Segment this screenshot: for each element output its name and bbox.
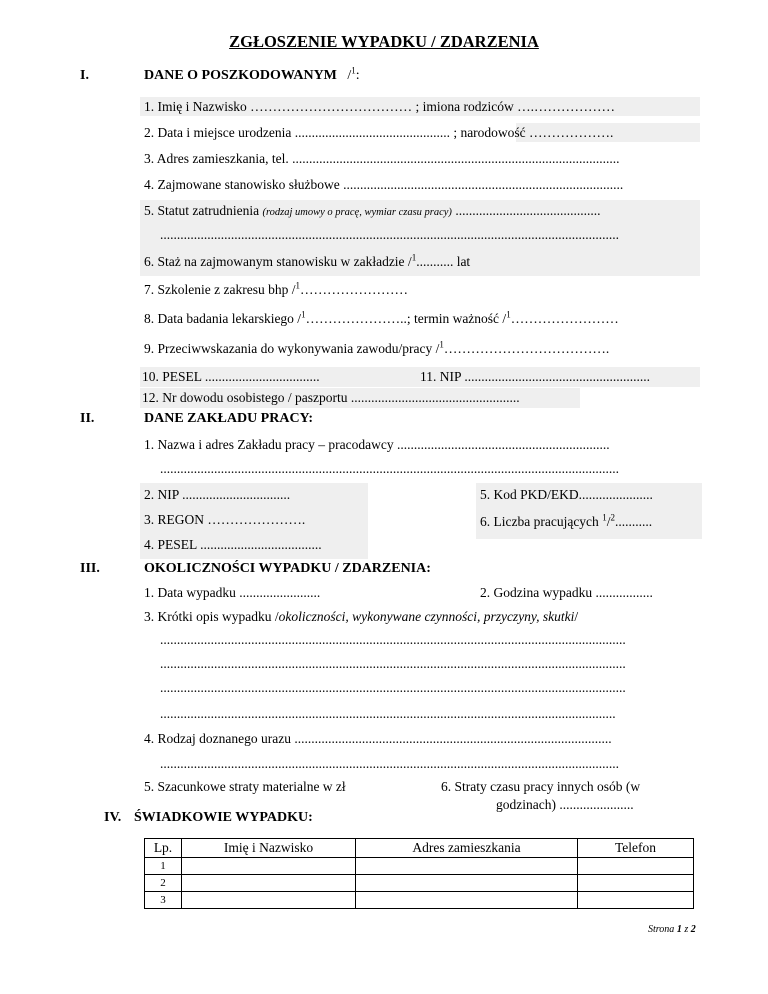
field-employees-footnote-2: 2 bbox=[610, 512, 615, 523]
field-seniority-footnote: 1 bbox=[411, 252, 417, 263]
field-employment-label: 5. Statut zatrudnienia bbox=[144, 203, 260, 218]
section-2-title: DANE ZAKŁADU PRACY: bbox=[144, 411, 314, 426]
field-company-pesel[interactable]: 4. PESEL .................................... bbox=[144, 537, 322, 552]
field-description-note: okoliczności, wykonywane czynności, przyczyny, skutki bbox=[278, 609, 575, 624]
field-company-nip[interactable]: 2. NIP ................................ bbox=[144, 487, 291, 502]
field-description-line-2[interactable]: .......................................................................................................................................... bbox=[160, 656, 626, 671]
field-address[interactable]: 3. Adres zamieszkania, tel. ................................................................................................. bbox=[144, 151, 620, 166]
field-employer-line[interactable]: ........................................................................................................................................ bbox=[160, 461, 619, 476]
field-employment-note: (rodzaj umowy o pracę, wymiar czasu pracy) bbox=[262, 207, 452, 218]
field-description-line-1[interactable]: .......................................................................................................................................... bbox=[160, 632, 626, 647]
header-phone: Telefon bbox=[578, 839, 694, 858]
footer-page: 1 bbox=[676, 924, 682, 935]
field-name[interactable]: 1. Imię i Nazwisko ……………………………… ; imiona rodziców ….……………… bbox=[144, 99, 615, 114]
field-employees-count[interactable] bbox=[480, 514, 652, 530]
section-1-heading bbox=[144, 65, 360, 84]
witnesses-table bbox=[144, 838, 694, 909]
table-row bbox=[145, 858, 694, 875]
field-time-losses[interactable]: 6. Straty czasu pracy innych osób (w bbox=[441, 779, 641, 794]
field-employment-status[interactable] bbox=[144, 203, 600, 219]
cell-address[interactable] bbox=[356, 892, 578, 909]
field-description-label: 3. Krótki opis wypadku / bbox=[144, 609, 279, 624]
field-injury-type[interactable]: 4. Rodzaj doznanego urazu .............................................................................................. bbox=[144, 731, 612, 746]
section-1-footnote: 1 bbox=[351, 65, 356, 76]
cell-lp: 2 bbox=[145, 875, 182, 892]
cell-lp: 3 bbox=[145, 892, 182, 909]
section-4-number: IV. bbox=[104, 810, 122, 825]
section-1-mark: / bbox=[347, 68, 352, 83]
cell-name[interactable] bbox=[182, 892, 356, 909]
field-seniority[interactable] bbox=[144, 254, 470, 270]
field-seniority-label: 6. Staż na zajmowanym stanowisku w zakładzie / bbox=[144, 254, 412, 269]
field-contraindications[interactable] bbox=[144, 341, 609, 357]
section-1-colon: : bbox=[355, 68, 360, 83]
table-row bbox=[145, 892, 694, 909]
cell-phone[interactable] bbox=[578, 892, 694, 909]
field-bhp-training[interactable] bbox=[144, 282, 408, 298]
cell-phone[interactable] bbox=[578, 858, 694, 875]
field-description-slash: / bbox=[574, 609, 579, 624]
field-employer-name[interactable]: 1. Nazwa i adres Zakładu pracy – pracodawcy ............................................................... bbox=[144, 437, 610, 452]
field-medical-exam[interactable] bbox=[144, 311, 619, 327]
table-row bbox=[145, 875, 694, 892]
witnesses-header-row bbox=[145, 839, 694, 858]
field-id-document[interactable]: 12. Nr dowodu osobistego / paszportu .................................................. bbox=[142, 390, 520, 405]
field-medical-label: 8. Data badania lekarskiego / bbox=[144, 311, 302, 326]
field-accident-time[interactable]: 2. Godzina wypadku ................. bbox=[480, 585, 653, 600]
field-birth[interactable]: 2. Data i miejsce urodzenia .............................................. ; narodowość ………………. bbox=[144, 125, 614, 140]
cell-name[interactable] bbox=[182, 858, 356, 875]
section-2-number: II. bbox=[80, 411, 95, 426]
field-accident-description[interactable] bbox=[144, 609, 578, 625]
field-pkd[interactable]: 5. Kod PKD/EKD...................... bbox=[480, 487, 653, 502]
field-nip[interactable]: 11. NIP ....................................................... bbox=[420, 369, 651, 384]
field-medical-footnote: 1 bbox=[301, 309, 306, 320]
section-1-number: I. bbox=[80, 68, 89, 83]
field-contra-footnote: 1 bbox=[439, 339, 444, 350]
field-bhp-label: 7. Szkolenie z zakresu bhp / bbox=[144, 282, 296, 297]
field-medical-footnote-2: 1 bbox=[506, 309, 511, 320]
field-employees-dots: ........... bbox=[614, 514, 653, 529]
field-material-losses[interactable]: 5. Szacunkowe straty materialne w zł bbox=[144, 779, 346, 794]
header-address: Adres zamieszkania bbox=[356, 839, 578, 858]
field-employees-label: 6. Liczba pracujących bbox=[480, 514, 603, 529]
field-contra-dots: ………………………………. bbox=[443, 341, 610, 356]
footer-total: 2 bbox=[690, 924, 696, 935]
field-description-line-4[interactable]: ....................................................................................................................................... bbox=[160, 706, 616, 721]
field-company-regon[interactable]: 3. REGON …………………. bbox=[144, 512, 306, 527]
field-bhp-footnote: 1 bbox=[295, 280, 300, 291]
field-position[interactable]: 4. Zajmowane stanowisko służbowe ................................................................................... bbox=[144, 177, 624, 192]
section-3-number: III. bbox=[80, 561, 100, 576]
page-title: ZGŁOSZENIE WYPADKU / ZDARZENIA bbox=[229, 32, 539, 51]
cell-phone[interactable] bbox=[578, 875, 694, 892]
footer-label: Strona bbox=[648, 924, 677, 935]
field-injury-line[interactable]: ........................................................................................................................................ bbox=[160, 756, 619, 771]
header-lp: Lp. bbox=[145, 839, 182, 858]
cell-address[interactable] bbox=[356, 875, 578, 892]
section-3-title: OKOLICZNOŚCI WYPADKU / ZDARZENIA: bbox=[144, 561, 431, 576]
field-description-line-3[interactable]: .......................................................................................................................................... bbox=[160, 680, 626, 695]
field-accident-date[interactable]: 1. Data wypadku ........................ bbox=[144, 585, 321, 600]
field-employment-dots: ........................................... bbox=[451, 203, 601, 218]
footer-of: z bbox=[681, 924, 691, 935]
field-medical-mid: …………………..; termin ważność / bbox=[305, 311, 507, 326]
field-employees-footnote: 1 bbox=[602, 512, 607, 523]
field-employment-line[interactable]: ........................................................................................................................................ bbox=[160, 227, 619, 242]
header-name: Imię i Nazwisko bbox=[182, 839, 356, 858]
cell-address[interactable] bbox=[356, 858, 578, 875]
field-medical-tail: …………………… bbox=[510, 311, 619, 326]
field-time-losses-hours[interactable]: godzinach) ...................... bbox=[496, 797, 634, 812]
field-seniority-tail: ........... lat bbox=[416, 254, 471, 269]
field-employees-slash: / bbox=[606, 514, 611, 529]
field-pesel[interactable]: 10. PESEL .................................. bbox=[142, 369, 320, 384]
cell-lp: 1 bbox=[145, 858, 182, 875]
section-4-title: ŚWIADKOWIE WYPADKU: bbox=[134, 810, 313, 825]
field-contra-label: 9. Przeciwwskazania do wykonywania zawodu/pracy / bbox=[144, 341, 440, 356]
cell-name[interactable] bbox=[182, 875, 356, 892]
page-footer bbox=[648, 924, 696, 935]
field-bhp-dots: …………………… bbox=[299, 282, 408, 297]
section-1-title: DANE O POSZKODOWANYM bbox=[144, 68, 337, 83]
